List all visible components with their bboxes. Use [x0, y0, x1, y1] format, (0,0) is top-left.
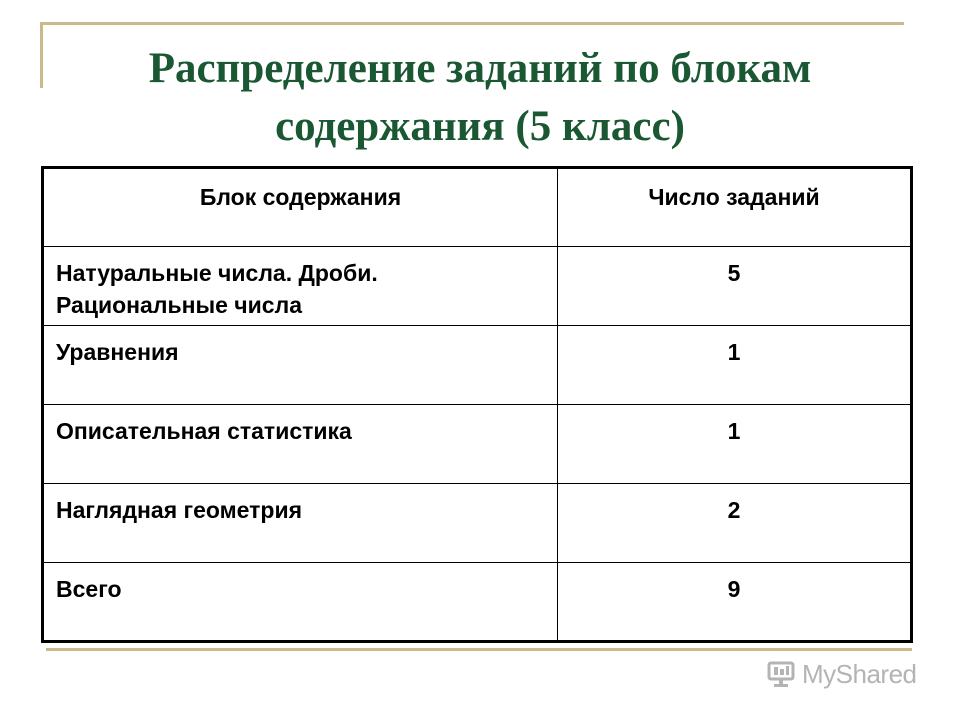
cell-block: Уравнения: [43, 326, 558, 405]
cell-count: 1: [558, 405, 912, 484]
myshared-brand-text: MyShared: [802, 658, 917, 689]
tasks-distribution-table: [41, 166, 913, 643]
cell-block: Описательная статистика: [43, 405, 558, 484]
decorative-bottom-line: [46, 648, 912, 651]
myshared-logo-icon: [766, 659, 796, 689]
decorative-left-line: [40, 22, 43, 88]
cell-block-line-2: Рациональные числа: [56, 292, 302, 318]
table-row: [43, 247, 912, 326]
myshared-watermark: [766, 656, 917, 692]
cell-count: 1: [558, 326, 912, 405]
slide-title-line-2: содержания (5 класс): [275, 103, 685, 150]
cell-count: 2: [558, 484, 912, 563]
table-row: [43, 326, 912, 405]
table-row: [43, 405, 912, 484]
cell-block: [43, 247, 558, 326]
cell-block-line-1: Натуральные числа. Дроби.: [56, 260, 378, 286]
table-row-total: [43, 563, 912, 642]
slide-title-line-1: Распределение заданий по блокам: [148, 45, 812, 92]
header-block: Блок содержания: [43, 168, 558, 247]
header-count: Число заданий: [558, 168, 912, 247]
decorative-top-line: [40, 22, 904, 25]
cell-count: 9: [558, 563, 912, 642]
slide-title: [60, 40, 900, 156]
cell-block: Всего: [43, 563, 558, 642]
table-row: [43, 484, 912, 563]
table-header-row: [43, 168, 912, 247]
cell-count: 5: [558, 247, 912, 326]
cell-block: Наглядная геометрия: [43, 484, 558, 563]
